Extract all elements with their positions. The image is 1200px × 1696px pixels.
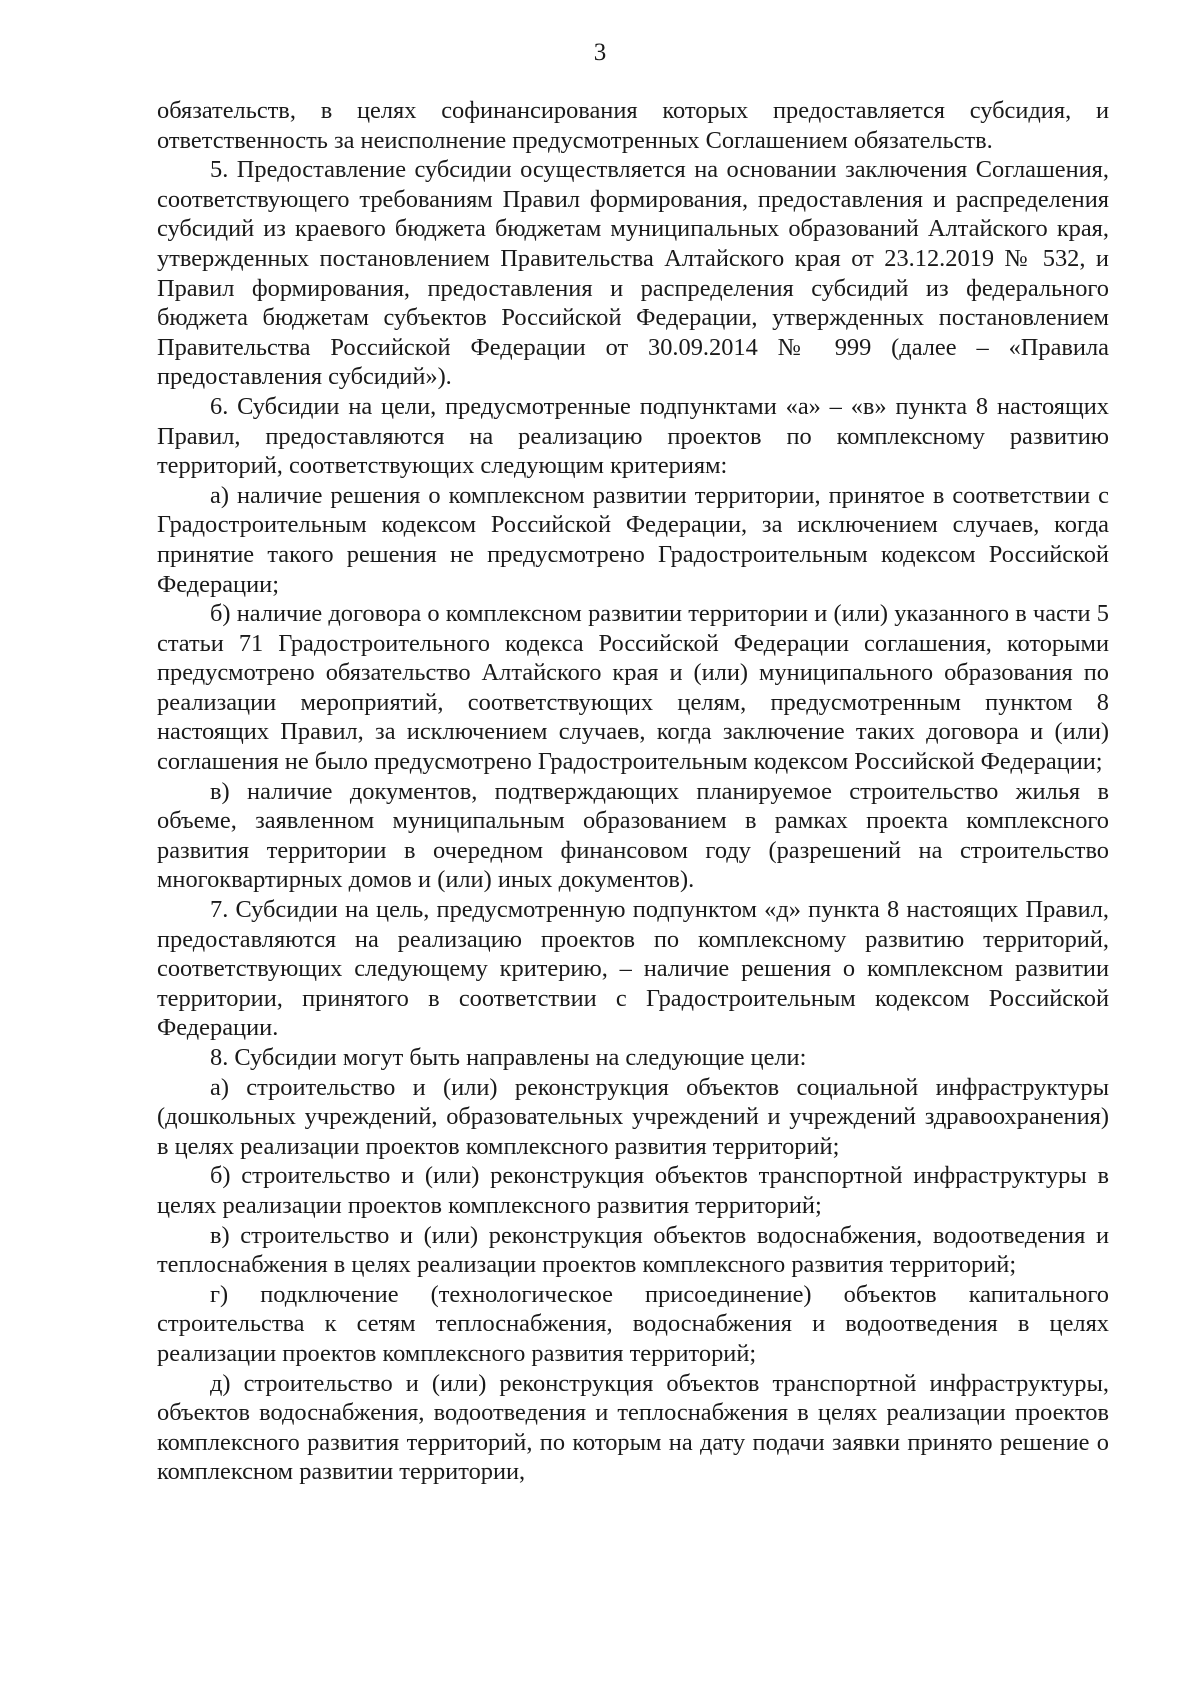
paragraph-item-6v: в) наличие документов, подтверждающих планируемое строительство жилья в объеме, заявленном муниципальным образованием в рамках проекта комплексного развития территории в очередном финансовом году (разрешений на строительство многоквартирных домов и (или) иных документов). — [157, 777, 1109, 894]
paragraph-item-6a: а) наличие решения о комплексном развитии территории, принятое в соответствии с Градостроительным кодексом Российской Федерации, за исключением случаев, когда принятие такого решения не предусмотрено Градостроительным кодексом Российской Федерации; — [157, 481, 1109, 598]
paragraph-item-8v: в) строительство и (или) реконструкция объектов водоснабжения, водоотведения и теплоснабжения в целях реализации проектов комплексного развития территорий; — [157, 1221, 1109, 1279]
paragraph-item-6: 6. Субсидии на цели, предусмотренные подпунктами «а» – «в» пункта 8 настоящих Правил, предоставляются на реализацию проектов по комплексному развитию территорий, соответствующих следующим критериям: — [157, 392, 1109, 480]
paragraph-item-8d: д) строительство и (или) реконструкция объектов транспортной инфраструктуры, объектов водоснабжения, водоотведения и теплоснабжения в целях реализации проектов комплексного развития территорий, по которым на дату подачи заявки принято решение о комплексном развитии территории, — [157, 1369, 1109, 1486]
paragraph-item-7: 7. Субсидии на цель, предусмотренную подпунктом «д» пункта 8 настоящих Правил, предоставляются на реализацию проектов по комплексному развитию территорий, соответствующих следующему критерию, – наличие решения о комплексном развитии территории, принятого в соответствии с Градостроительным кодексом Российской Федерации. — [157, 896, 1109, 1042]
paragraph-item-5: 5. Предоставление субсидии осуществляется на основании заключения Соглашения, соответствующего требованиям Правил формирования, предоставления и распределения субсидий из краевого бюджета бюджетам муниципальных образований Алтайского края, утвержденных постановлением Правительства Алтайского края от 23.12.2019 № 532, и Правил формирования, предоставления и распределения субсидий из федерального бюджета бюджетам субъектов Российской Федерации, утвержденных постановлением Правительства Российской Федерации от 30.09.2014 № 999 (далее – «Правила предоставления субсидий»). — [157, 156, 1109, 391]
paragraph-item-8: 8. Субсидии могут быть направлены на следующие цели: — [210, 1044, 807, 1071]
paragraph-item-6b: б) наличие договора о комплексном развитии территории и (или) указанного в части 5 статьи 71 Градостроительного кодекса Российской Федерации соглашения, которыми предусмотрено обязательство Алтайского края и (или) муниципального образования по реализации мероприятий, соответствующих целям, предусмотренным пунктом 8 настоящих Правил, за исключением случаев, когда заключение таких договора и (или) соглашения не было предусмотрено Градостроительным кодексом Российской Федерации; — [157, 600, 1109, 776]
paragraph-item-8g: г) подключение (технологическое присоединение) объектов капитального строительства к сетям теплоснабжения, водоснабжения и водоотведения в целях реализации проектов комплексного развития территорий; — [157, 1280, 1109, 1367]
page-number: 3 — [593, 39, 607, 66]
paragraph-continuation: обязательств, в целях софинансирования которых предоставляется субсидия, и ответственность за неисполнение предусмотренных Соглашением обязательств. — [157, 97, 1109, 154]
paragraph-item-8b: б) строительство и (или) реконструкция объектов транспортной инфраструктуры в целях реализации проектов комплексного развития территорий; — [157, 1162, 1109, 1219]
document-body — [157, 96, 1109, 1487]
paragraph-item-8a: а) строительство и (или) реконструкция объектов социальной инфраструктуры (дошкольных учреждений, образовательных учреждений и учреждений здравоохранения) в целях реализации проектов комплексного развития территорий; — [157, 1073, 1109, 1160]
